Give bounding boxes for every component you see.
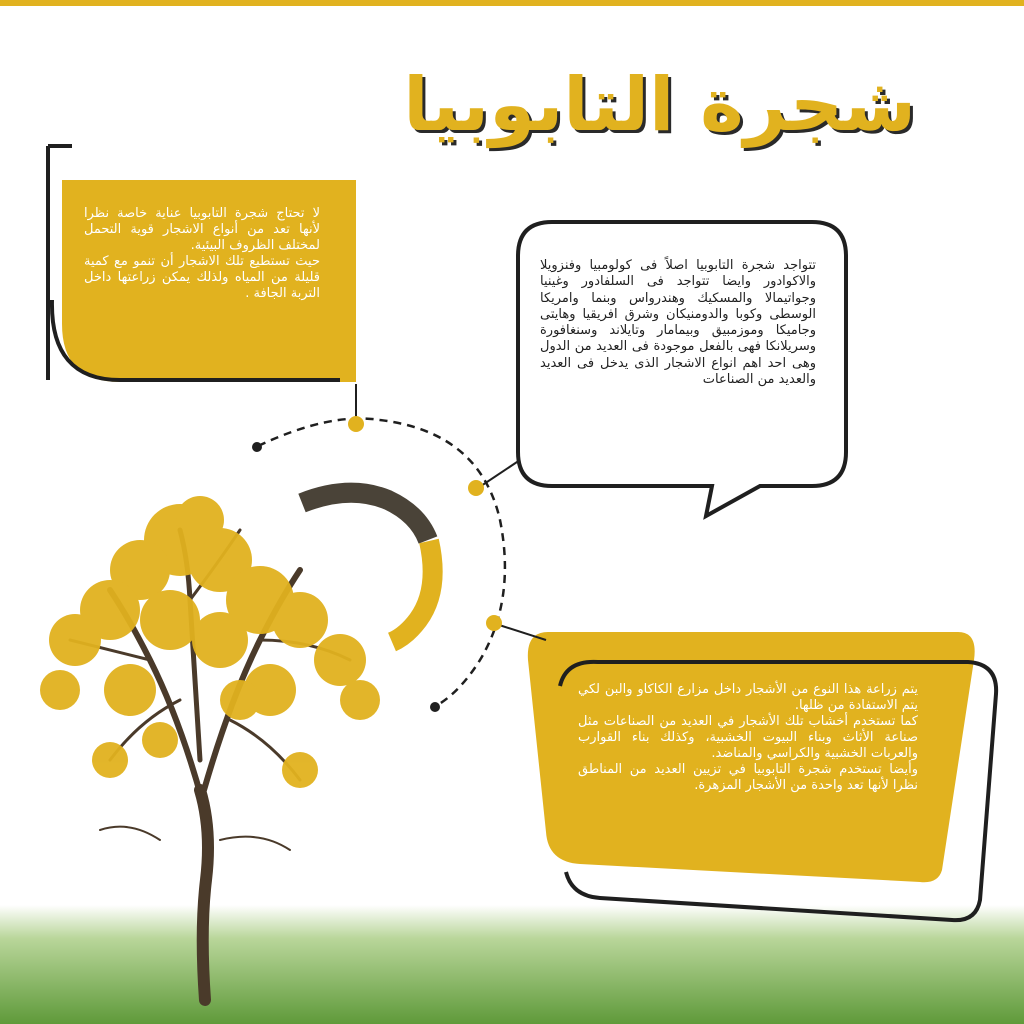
timeline-end-dot-bottom <box>430 702 440 712</box>
inner-arc-dark <box>302 493 428 540</box>
top-left-box-text <box>84 206 320 302</box>
tree-foliage <box>40 496 380 788</box>
bottom-right-box-text <box>578 682 918 794</box>
page-title: شجرة التابوبيا <box>403 62 916 148</box>
bottom-right-connector <box>496 624 546 640</box>
bubble-connector <box>478 460 520 488</box>
inner-arc-yellow <box>392 541 433 642</box>
timeline-node-2 <box>468 480 484 496</box>
bottom-right-paragraph-2: كما تستخدم أخشاب تلك الأشجار في العديد من الصناعات مثل صناعة الأثاث وبناء البيوت الخشبية، وكذلك بناء القوارب والعربات الخشبية والكراسي والمناضد. <box>578 714 918 761</box>
top-left-paragraph-1: لا تحتاج شجرة التابوبيا عناية خاصة نظرا لأنها تعد من أنواع الاشجار قوية التحمل لمختلف الظروف البيئية. <box>84 206 320 253</box>
top-left-paragraph-2: حيث تستطيع تلك الاشجار أن تنمو مع كمية قليلة من المياه ولذلك يمكن زراعتها داخل التربة الجافة . <box>84 254 320 301</box>
timeline-node-3 <box>486 615 502 631</box>
speech-bubble-text: تتواجد شجرة التابوبيا اصلاً فى كولومبيا وفنزويلا والاكوادور وايضا تتواجد فى السلفادور وغينيا وجواتيمالا والمسكيك وهندرواس وبنما وامريكا الوسطى وكوبا والدومنيكان وشرق افريقيا وهايتى وجاميكا وموزمبيق وبيمامار وتايلاند وسنغافورة وسريلانكا فهى بالفعل موجودة فى العديد من الدول وهى احد اهم انواع الاشجار الذى يدخل فى العديد والعديد من الصناعات <box>540 258 816 388</box>
bottom-right-paragraph-1: يتم زراعة هذا النوع من الأشجار داخل مزارع الكاكاو والبن لكي يتم الاستفادة من ظلها. <box>578 682 918 713</box>
dashed-arc <box>258 418 505 706</box>
timeline-end-dot-top <box>252 442 262 452</box>
timeline-node-1 <box>348 416 364 432</box>
bottom-right-paragraph-3: وأيضا تستخدم شجرة التابوبيا في تزيين العديد من المناطق نظرا لأنها تعد واحدة من الأشجار المزهرة. <box>578 762 918 793</box>
grass-ground <box>0 905 1024 1024</box>
